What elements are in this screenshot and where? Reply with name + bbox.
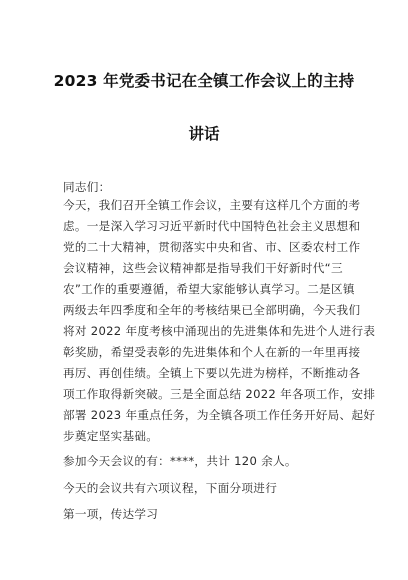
body-line: 彰奖励，希望受表彰的先进集体和个人在新的一年里再接 <box>63 345 361 359</box>
body-line: 会议精神，这些会议精神都是指导我们干好新时代“三 <box>63 261 343 275</box>
body-line: 再厉、再创佳绩。全镇上下要以先进为榜样，不断推动各 <box>63 366 361 380</box>
attendance-line: 参加今天会议的有：****，共计 120 余人。 <box>63 454 297 468</box>
body-line: 农”工作的重要遵循，希望大家能够认真学习。二是区镇 <box>63 282 355 296</box>
body-line: 虑。一是深入学习习近平新时代中国特色社会主义思想和 <box>63 219 361 233</box>
body-line: 部署 2023 年重点任务，为全镇各项工作任务开好局、起好 <box>63 408 376 422</box>
body-line: 项工作取得新突破。三是全面总结 2022 年各项工作，安排 <box>63 387 376 401</box>
salutation: 同志们： <box>63 180 111 194</box>
body-line: 两级去年四季度和全年的考核结果已全部明确，今天我们 <box>63 303 361 317</box>
body-line: 党的二十大精神，贯彻落实中央和省、市、区委农村工作 <box>63 240 361 254</box>
agenda-intro-line: 今天的会议共有六项议程，下面分项进行 <box>63 481 278 495</box>
body-line: 步奠定坚实基础。 <box>63 429 159 443</box>
body-line: 将对 2022 年度考核中涌现出的先进集体和先进个人进行表 <box>63 324 376 338</box>
document-title-line-2: 讲话 <box>188 125 220 143</box>
body-line: 今天，我们召开全镇工作会议，主要有这样几个方面的考 <box>63 198 361 212</box>
agenda-item-line: 第一项，传达学习 <box>63 507 159 521</box>
document-title-line-1: 2023 年党委书记在全镇工作会议上的主持 <box>53 72 355 90</box>
